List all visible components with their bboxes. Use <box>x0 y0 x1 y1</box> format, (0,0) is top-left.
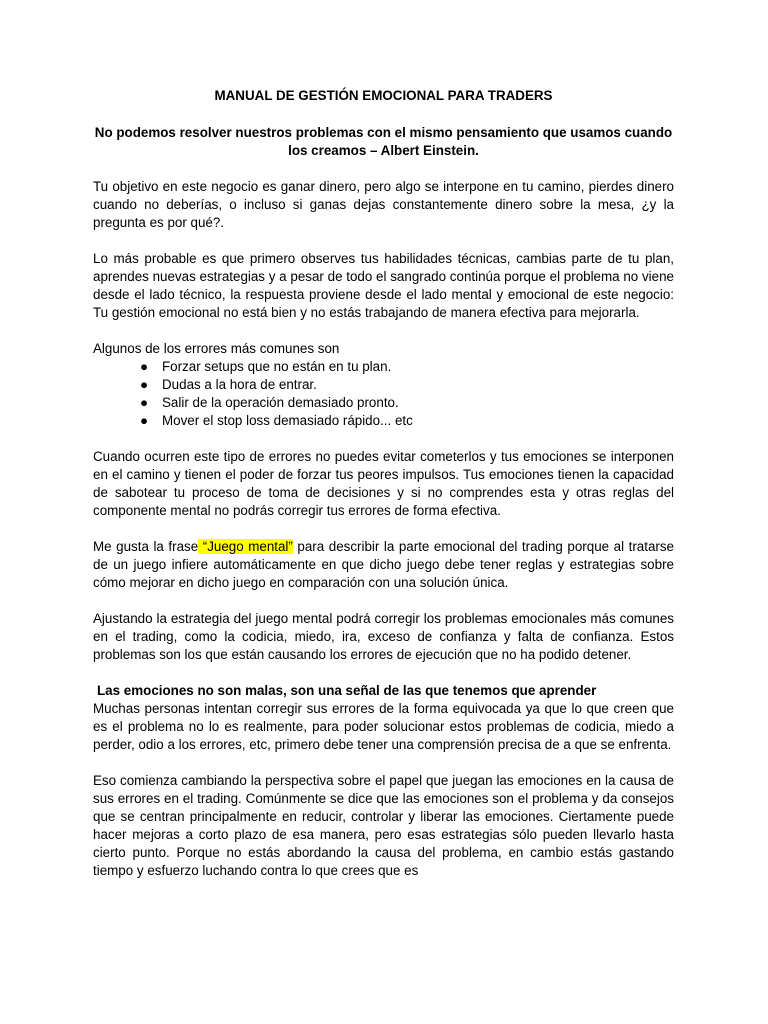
bullet-icon: ● <box>140 413 149 428</box>
paragraph-adjusting-strategy: Ajustando la estrategia del juego mental podrá corregir los problemas emocionales más comunes en el trading, como la codicia, miedo, ira, exceso de confianza y falta de confianza. Estos problemas son los que están causando los errores de ejecución que no ha podido detener. <box>93 611 674 662</box>
document-page <box>93 87 674 880</box>
paragraph-mental-game <box>93 538 674 592</box>
bullet-icon: ● <box>140 359 149 374</box>
list-item <box>93 358 674 376</box>
highlighted-phrase: “Juego mental” <box>198 539 293 554</box>
paragraph-technical-skills: Lo más probable es que primero observes tus habilidades técnicas, cambias parte de tu plan, aprendes nuevas estrategias y a pesar de todo el sangrado continúa porque el problema no viene desde el lado técnico, la respuesta proviene desde el lado mental y emocional de este negocio: Tu gestión emocional no está bien y no estás trabajando de manera efectiva para mejorarla. <box>93 251 674 320</box>
paragraph-mental-game-start: Me gusta la frase <box>93 539 199 554</box>
einstein-quote: No podemos resolver nuestros problemas con el mismo pensamiento que usamos cuando los creamos – Albert Einstein. <box>94 125 673 158</box>
list-item-text: Mover el stop loss demasiado rápido... etc <box>162 413 413 428</box>
paragraph-mental-game-end: para describir la parte emocional del trading porque al tratarse de un juego infiere automáticamente en que dicho juego debe tener reglas y estrategias sobre cómo mejorar en dicho juego en comparación con una solución única. <box>93 539 674 590</box>
list-item-text: Dudas a la hora de entrar. <box>162 377 317 392</box>
paragraph-errors-occur: Cuando ocurren este tipo de errores no puedes evitar cometerlos y tus emociones se interponen en el camino y tienen el poder de forzar tus peores impulsos. Tus emociones tienen la capacidad de sabotear tu proceso de toma de decisiones y si no comprendes esta y otras reglas del componente mental no podrás corregir tus errores de forma efectiva. <box>93 449 674 518</box>
document-title: MANUAL DE GESTIÓN EMOCIONAL PARA TRADERS <box>214 88 553 103</box>
list-item <box>93 376 674 394</box>
list-item-text: Forzar setups que no están en tu plan. <box>162 359 392 374</box>
bullet-icon: ● <box>140 395 149 410</box>
common-errors-intro: Algunos de los errores más comunes son <box>93 341 340 356</box>
paragraph-wrong-correction: Muchas personas intentan corregir sus errores de la forma equivocada ya que lo que creen que es el problema no lo es realmente, para poder solucionar estos problemas de codicia, miedo a perder, odio a los errores, etc, primero debe tener una comprensión precisa de a que se enfrenta. <box>93 701 674 752</box>
paragraph-perspective: Eso comienza cambiando la perspectiva sobre el papel que juegan las emociones en la causa de sus errores en el trading. Comúnmente se dice que las emociones son el problema y da consejos que se centran principalmente en reducir, controlar y liberar las emociones. Ciertamente puede hacer mejoras a corto plazo de esa manera, pero esas estrategias sólo pueden llevarlo hasta cierto punto. Porque no estás abordando la causa del problema, en cambio estás gastando tiempo y esfuerzo luchando contra lo que crees que es <box>93 773 674 878</box>
common-errors-list <box>93 358 674 430</box>
list-item <box>93 412 674 430</box>
section-heading: Las emociones no son malas, son una señal de las que tenemos que aprender <box>97 683 597 698</box>
list-item <box>93 394 674 412</box>
list-item-text: Salir de la operación demasiado pronto. <box>162 395 399 410</box>
bullet-icon: ● <box>140 377 149 392</box>
paragraph-objective: Tu objetivo en este negocio es ganar dinero, pero algo se interpone en tu camino, pierdes dinero cuando no deberías, o incluso si ganas dejas constantemente dinero sobre la mesa, ¿y la pregunta es por qué?. <box>93 179 674 230</box>
